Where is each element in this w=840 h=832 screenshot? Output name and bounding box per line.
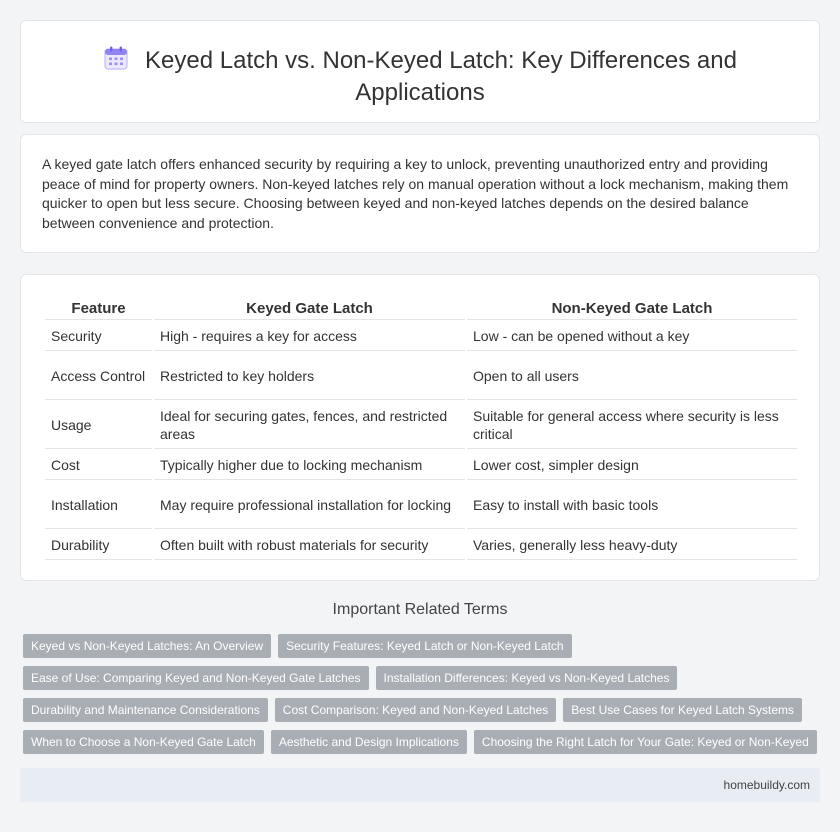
table-cell: Cost [45,451,152,480]
footer-site-link[interactable]: homebuildy.com [723,778,810,792]
related-term-tag[interactable]: When to Choose a Non-Keyed Gate Latch [23,730,264,754]
related-term-tag[interactable]: Keyed vs Non-Keyed Latches: An Overview [23,634,271,658]
table-cell: Restricted to key holders [154,353,465,400]
related-term-tag[interactable]: Ease of Use: Comparing Keyed and Non-Keyed Gate Latches [23,666,369,690]
table-cell: Ideal for securing gates, fences, and restricted areas [154,402,465,449]
related-terms-title: Important Related Terms [332,601,508,618]
tag-row [23,634,823,658]
intro-text: A keyed gate latch offers enhanced security by requiring a key to unlock, preventing unauthorized entry and providing peace of mind for property owners. Non-keyed latches rely on manual operation without a lock mechanism, making them quicker to open but less secure. Choosing between keyed and non-keyed latches depends on the desired balance between convenience and protection. [42,156,789,231]
table-header-row [45,297,797,320]
table-cell: Suitable for general access where security is less critical [467,402,797,449]
table-cell: Varies, generally less heavy-duty [467,531,797,560]
table-cell: Open to all users [467,353,797,400]
tag-row [23,698,823,722]
intro-card [20,134,820,253]
related-terms-list [23,634,823,762]
table-cell: Low - can be opened without a key [467,322,797,351]
related-term-tag[interactable]: Best Use Cases for Keyed Latch Systems [563,698,802,722]
related-term-tag[interactable]: Security Features: Keyed Latch or Non-Keyed Latch [278,634,571,658]
table-row [45,451,797,480]
table-cell: Durability [45,531,152,560]
table-row [45,482,797,529]
table-cell: High - requires a key for access [154,322,465,351]
table-row [45,402,797,449]
tag-row [23,666,823,690]
comparison-table-card [20,274,820,581]
table-cell: Often built with robust materials for security [154,531,465,560]
table-row [45,353,797,400]
related-term-tag[interactable]: Choosing the Right Latch for Your Gate: Keyed or Non-Keyed [474,730,817,754]
tag-row [23,730,823,754]
column-header-feature: Feature [45,297,152,320]
related-term-tag[interactable]: Aesthetic and Design Implications [271,730,467,754]
table-cell: May require professional installation for locking [154,482,465,529]
table-cell: Lower cost, simpler design [467,451,797,480]
related-term-tag[interactable]: Durability and Maintenance Considerations [23,698,268,722]
page-title: Keyed Latch vs. Non-Keyed Latch: Key Differences and Applications [21,21,819,107]
column-header-non-keyed: Non-Keyed Gate Latch [467,297,797,320]
header-card [20,20,820,123]
table-cell: Security [45,322,152,351]
comparison-table [43,295,799,562]
table-cell: Access Control [45,353,152,400]
calendar-icon [103,45,129,78]
table-cell: Easy to install with basic tools [467,482,797,529]
related-term-tag[interactable]: Cost Comparison: Keyed and Non-Keyed Latches [275,698,556,722]
table-cell: Typically higher due to locking mechanism [154,451,465,480]
table-row [45,531,797,560]
table-cell: Installation [45,482,152,529]
table-row [45,322,797,351]
related-term-tag[interactable]: Installation Differences: Keyed vs Non-Keyed Latches [376,666,678,690]
column-header-keyed: Keyed Gate Latch [154,297,465,320]
footer [20,768,820,802]
table-cell: Usage [45,402,152,449]
